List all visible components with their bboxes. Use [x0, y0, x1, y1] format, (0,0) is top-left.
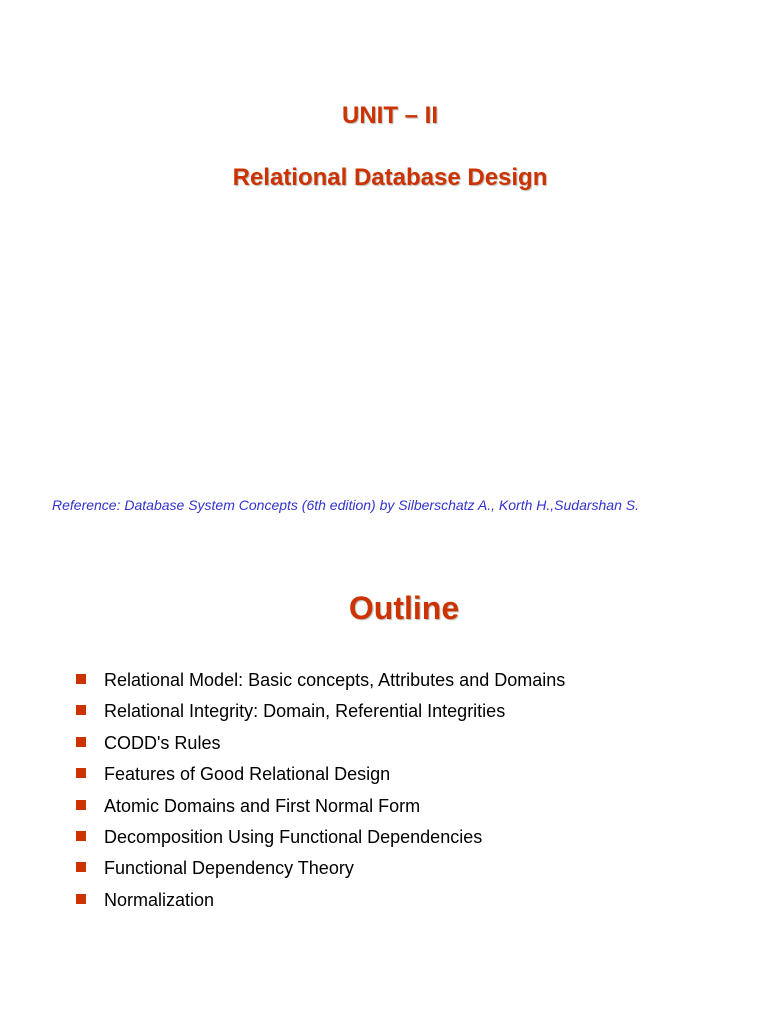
square-bullet-icon — [76, 831, 86, 841]
list-item-text: Relational Integrity: Domain, Referential Integrities — [104, 701, 506, 722]
list-item-text: Atomic Domains and First Normal Form — [104, 795, 421, 816]
list-item-text: CODD's Rules — [104, 732, 221, 753]
square-bullet-icon — [76, 737, 86, 747]
list-item — [76, 670, 565, 701]
list-item — [76, 890, 565, 921]
list-item — [76, 764, 565, 795]
outline-list — [76, 670, 565, 921]
list-item-text: Functional Dependency Theory — [104, 858, 354, 879]
square-bullet-icon — [76, 862, 86, 872]
list-item — [76, 733, 565, 764]
list-item — [76, 701, 565, 732]
list-item-text: Decomposition Using Functional Dependencies — [104, 826, 483, 847]
list-item — [76, 796, 565, 827]
square-bullet-icon — [76, 674, 86, 684]
list-item — [76, 858, 565, 889]
square-bullet-icon — [76, 800, 86, 810]
list-item-text: Relational Model: Basic concepts, Attributes and Domains — [104, 670, 566, 690]
list-item — [76, 827, 565, 858]
unit-title: UNIT – II — [341, 102, 438, 129]
list-item-text: Features of Good Relational Design — [104, 764, 391, 785]
square-bullet-icon — [76, 705, 86, 715]
outline-slide — [0, 560, 768, 1024]
square-bullet-icon — [76, 768, 86, 778]
list-item-text: Normalization — [104, 889, 215, 910]
outline-title: Outline — [348, 590, 460, 626]
main-title: Relational Database Design — [232, 164, 548, 191]
square-bullet-icon — [76, 894, 86, 904]
reference-note: Reference: Database System Concepts (6th edition) by Silberschatz A., Korth H.,Sudarshan S. — [52, 497, 639, 513]
